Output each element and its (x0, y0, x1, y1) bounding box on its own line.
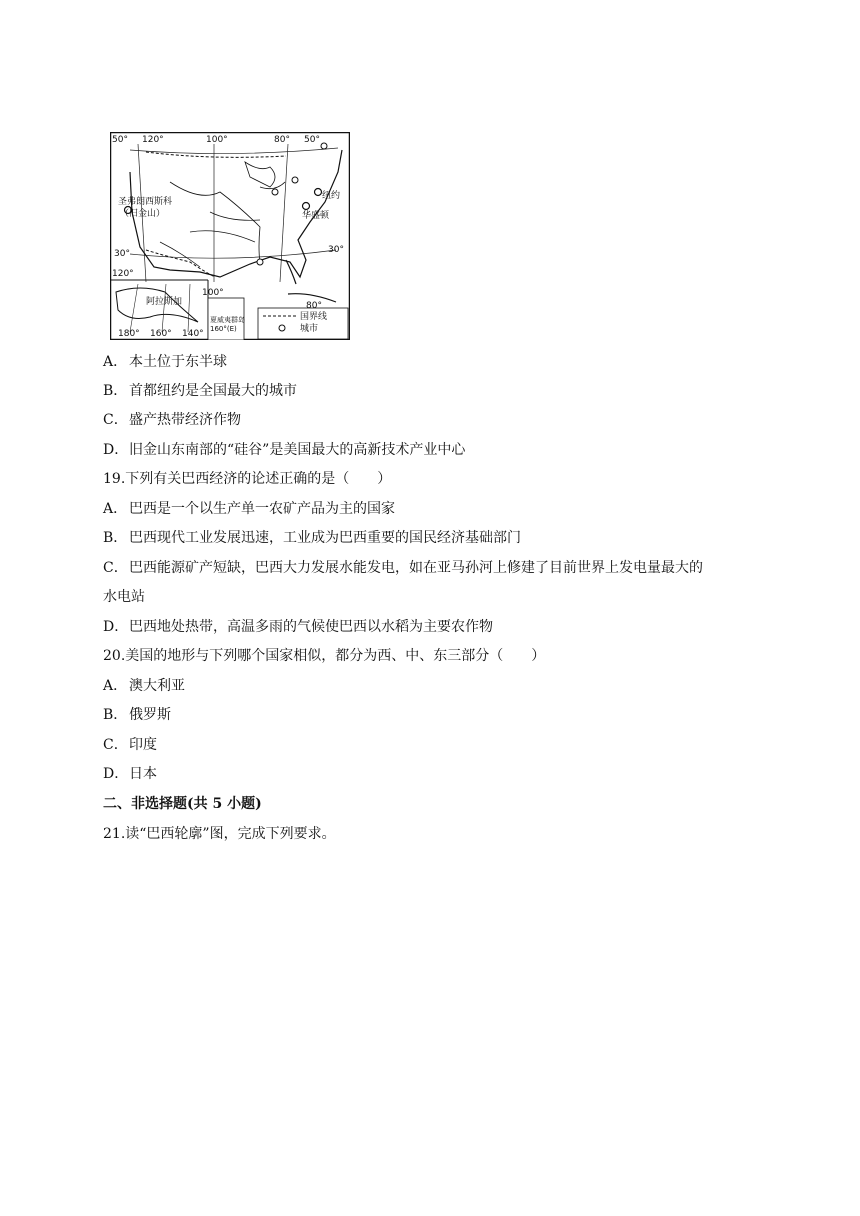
q19-stem: 19.下列有关巴西经济的论述正确的是（ ） (103, 471, 392, 487)
city-label-ny: 纽约 (322, 191, 341, 201)
q20-option-c: C．印度 (103, 737, 157, 753)
q18-option-b: B． 首都纽约是全国最大的城市 (103, 383, 297, 399)
lon-label: 120° (112, 269, 134, 279)
section-heading: 二、非选择题(共 5 小题) (103, 796, 262, 812)
alaska-label: 阿拉斯加 (146, 297, 183, 307)
q20-option-b: B． 俄罗斯 (103, 707, 171, 723)
lon-label: 160° (150, 329, 172, 339)
lon-label: 180° (118, 329, 140, 339)
lon-label: 50° (304, 135, 320, 145)
city-label-dc: 华盛顿 (302, 211, 330, 221)
lon-label: 100° (206, 135, 228, 145)
lon-label: 80° (274, 135, 290, 145)
q19-option-d: D．巴西地处热带，高温多雨的气候使巴西以水稻为主要农作物 (103, 619, 493, 635)
q18-option-c: C．盛产热带经济作物 (103, 412, 241, 428)
q20-option-d: D．日本 (103, 766, 157, 782)
lon-label: 140° (182, 329, 204, 339)
lat-label: 30° (328, 245, 344, 255)
legend-border-label: 国界线 (300, 312, 328, 322)
q19-option-c-cont: 水电站 (103, 589, 145, 605)
usa-map-figure (110, 132, 350, 340)
q19-option-b: B． 巴西现代工业发展迅速，工业成为巴西重要的国民经济基础部门 (103, 530, 521, 546)
q19-option-c: C．巴西能源矿产短缺，巴西大力发展水能发电，如在亚马孙河上修建了目前世界上发电量最大的 (103, 560, 703, 576)
q20-stem: 20.美国的地形与下列哪个国家相似，都分为西、中、东三部分（ ） (103, 648, 546, 664)
q20-option-a: A． 澳大利亚 (103, 678, 185, 694)
hawaii-lon-label: 160°(E) (210, 325, 237, 333)
q19-option-a: A． 巴西是一个以生产单一农矿产品为主的国家 (103, 501, 395, 517)
lat-label: 30° (114, 249, 130, 259)
city-label-sf: 圣弗朗西斯科 (118, 197, 173, 207)
q21-stem: 21.读“巴西轮廓”图，完成下列要求。 (103, 826, 336, 842)
q18-option-d: D．旧金山东南部的“硅谷”是美国最大的高新技术产业中心 (103, 442, 466, 458)
lon-label: 80° (306, 301, 322, 311)
q18-option-a: A． 本土位于东半球 (103, 354, 227, 370)
hawaii-label: 夏威夷群岛 (210, 316, 245, 324)
city-new-york-marker (315, 189, 322, 196)
lon-label: 50° (112, 135, 128, 145)
lon-label: 100° (202, 288, 224, 298)
lon-label: 120° (142, 135, 164, 145)
city-washington-marker (303, 203, 310, 210)
legend-city-label: 城市 (300, 324, 319, 334)
city-label-sf-alt: （旧金山） (120, 209, 166, 219)
